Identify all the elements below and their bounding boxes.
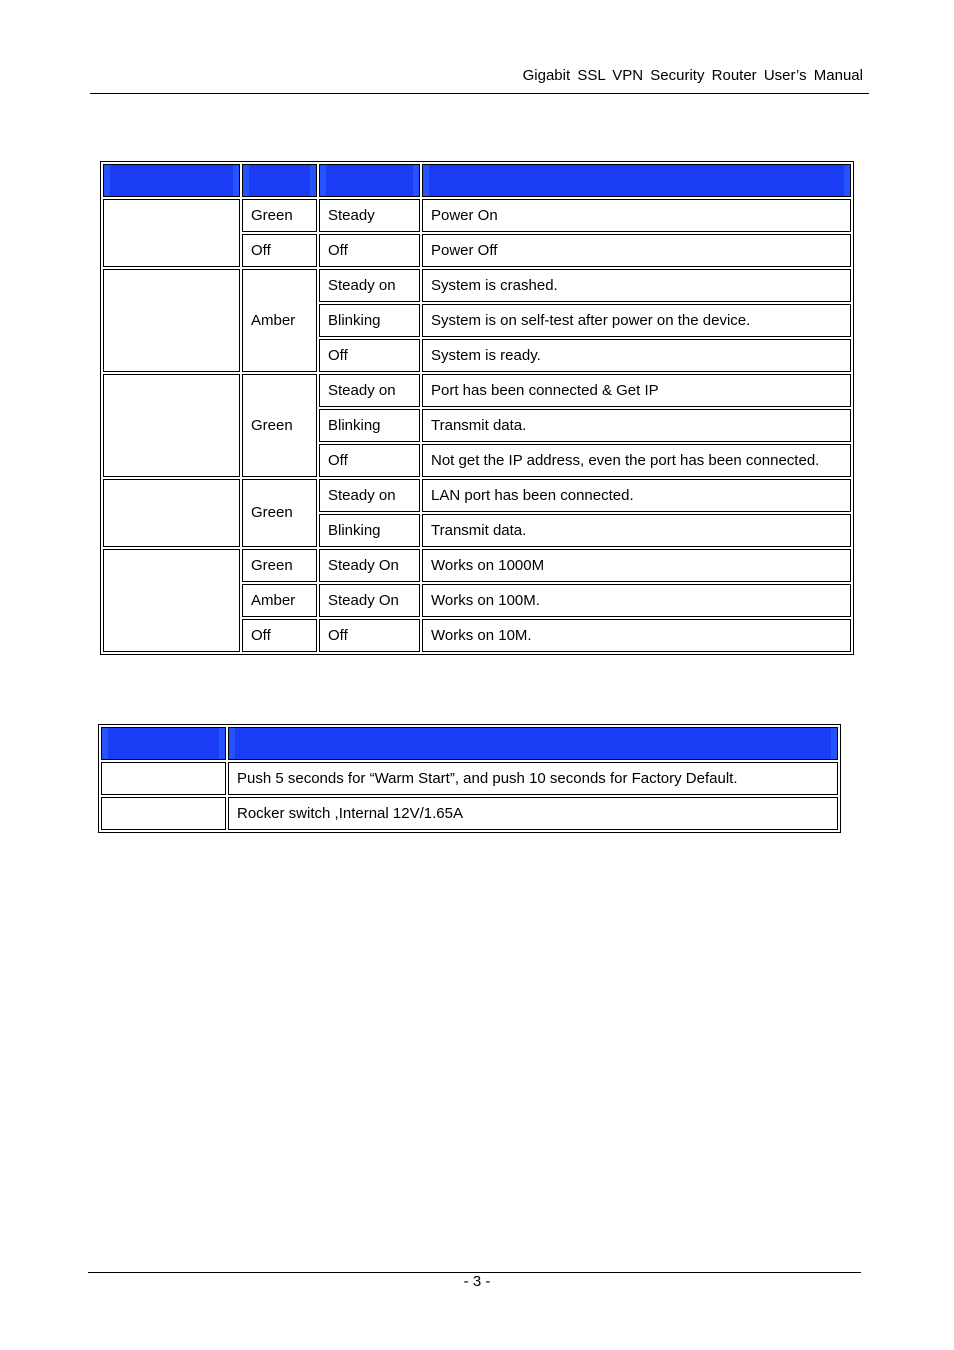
color-cell: Green [242,549,317,582]
status-cell: Steady On [319,584,420,617]
description-cell: Power On [422,199,851,232]
status-cell: Steady on [319,269,420,302]
table-header-row [101,727,838,760]
manual-title: Gigabit SSL VPN Security Router User’s Manual [522,67,863,84]
color-cell: Amber [242,269,317,372]
page-number: - 3 - [463,1273,491,1290]
description-cell: Transmit data. [422,409,851,442]
button-interface-table [98,724,841,833]
description-cell: System is on self-test after power on the device. [422,304,851,337]
status-cell: Off [319,234,420,267]
status-cell: Off [319,339,420,372]
interface-description-cell: Push 5 seconds for “Warm Start”, and push 10 seconds for Factory Default. [228,762,838,795]
description-cell: Transmit data. [422,514,851,547]
status-cell: Steady on [319,479,420,512]
led-status-table [100,161,854,655]
header-cell [228,727,838,760]
color-cell: Green [242,199,317,232]
table-header-row [103,164,851,197]
led-name-cell [103,269,240,372]
description-cell: LAN port has been connected. [422,479,851,512]
status-cell: Off [319,444,420,477]
led-name-cell [103,549,240,652]
led-name-cell [103,199,240,267]
table-row [103,199,851,232]
status-cell: Blinking [319,514,420,547]
color-cell: Amber [242,584,317,617]
description-cell: System is ready. [422,339,851,372]
description-cell: Port has been connected & Get IP [422,374,851,407]
table-row [103,269,851,302]
color-cell: Off [242,234,317,267]
status-cell: Blinking [319,409,420,442]
header-cell [242,164,317,197]
led-name-cell [103,374,240,477]
description-cell: Works on 1000M [422,549,851,582]
status-cell: Steady On [319,549,420,582]
interface-description-cell: Rocker switch ,Internal 12V/1.65A [228,797,838,830]
header-cell [319,164,420,197]
description-cell: System is crashed. [422,269,851,302]
color-cell: Off [242,619,317,652]
interface-name-cell [101,797,226,830]
interface-name-cell [101,762,226,795]
status-cell: Steady on [319,374,420,407]
header-cell [422,164,851,197]
description-cell: Not get the IP address, even the port has been connected. [422,444,851,477]
status-cell: Blinking [319,304,420,337]
table-row [101,762,838,795]
description-cell: Works on 100M. [422,584,851,617]
description-cell: Power Off [422,234,851,267]
header-divider [90,93,869,94]
description-cell: Works on 10M. [422,619,851,652]
header-cell [101,727,226,760]
status-cell: Steady [319,199,420,232]
header-cell [103,164,240,197]
color-cell: Green [242,479,317,547]
table-row [103,549,851,582]
table-row [103,479,851,512]
table-row [101,797,838,830]
status-cell: Off [319,619,420,652]
table-row [103,374,851,407]
led-name-cell [103,479,240,547]
color-cell: Green [242,374,317,477]
